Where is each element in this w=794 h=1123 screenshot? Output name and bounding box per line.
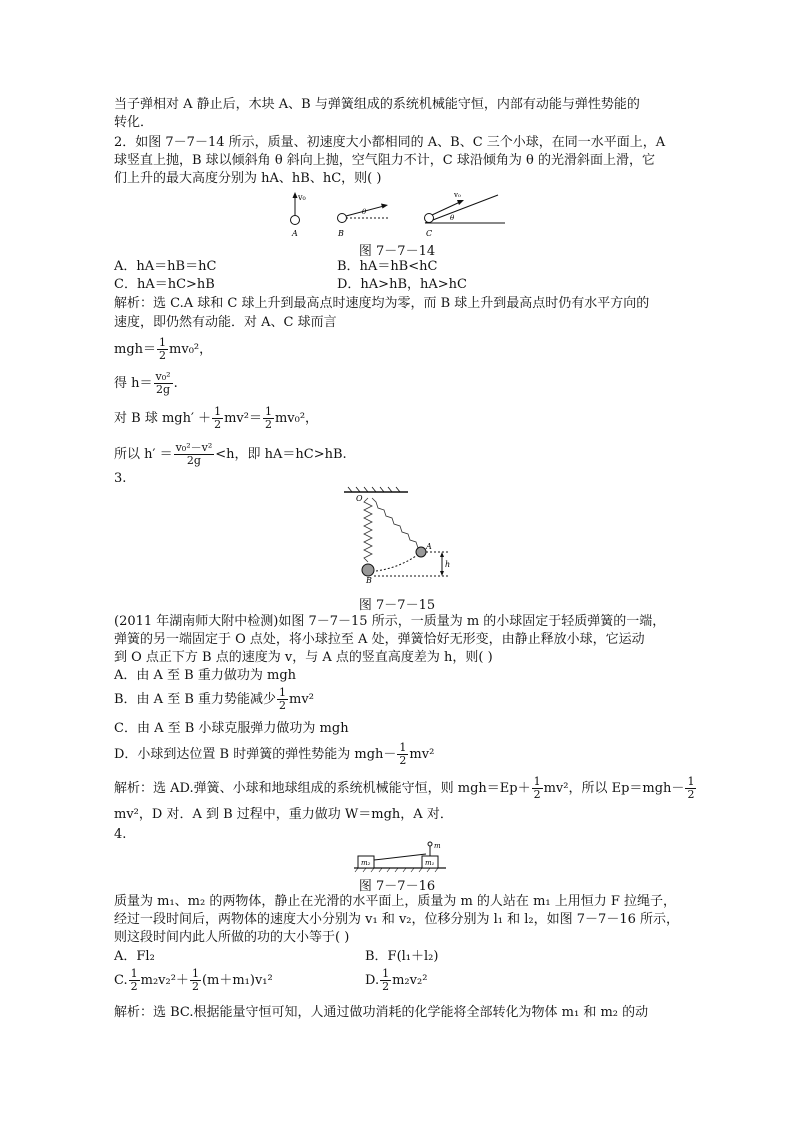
option-d (114, 742, 434, 767)
figure-caption: 图 7－7－15 (358, 598, 436, 613)
denominator: 2 (279, 699, 287, 712)
option-text: mv² (289, 692, 314, 707)
fig14-theta-b: θ (362, 208, 367, 216)
fraction (263, 406, 274, 431)
fraction (157, 337, 168, 362)
denominator: 2 (264, 418, 272, 431)
option-a: A．Fl₂ (114, 949, 155, 964)
option-text: D. (365, 973, 380, 988)
solution-text: 解析：选 AD.弹簧、小球和地球组成的系统机械能守恒，则 mgh＝Ep＋ (114, 781, 531, 796)
numerator: 1 (264, 405, 272, 418)
denominator: 2 (130, 980, 138, 993)
fraction (190, 968, 201, 993)
fig14-label-b: B (338, 229, 344, 238)
option-c: C．由 A 至 B 小球克服弹力做功为 mgh (114, 721, 349, 736)
question-number: 4. (114, 827, 127, 842)
denominator: 2 (687, 788, 695, 801)
option-d (365, 968, 427, 993)
solution-text: mv²，所以 Ep＝mgh－ (543, 781, 685, 796)
solution-line: 速度，即仍然有动能．对 A、C 球而言 (114, 315, 337, 330)
numerator: v₀² (155, 370, 171, 383)
option-text: (m＋m₁)v₁² (201, 973, 273, 988)
denominator: 2g (156, 383, 171, 396)
fraction (129, 968, 140, 993)
option-text: B．由 A 至 B 重力势能减少 (114, 692, 277, 707)
denominator: 2 (159, 349, 167, 362)
solution-line: mv²，D 对．A 到 B 过程中，重力做功 W＝mgh，A 对． (114, 807, 453, 822)
figure-7-7-15 (336, 486, 461, 584)
option-b: B．F(l₁＋l₂) (365, 949, 439, 964)
text-line: 们上升的最大高度分别为 hA、hB、hC，则( ) (114, 171, 382, 186)
fraction (685, 776, 696, 801)
numerator: 1 (687, 775, 695, 788)
text-line: 经过一段时间后，两物体的速度大小分别为 v₁ 和 v₂，位移分别为 l₁ 和 l₂，如图 7－7－16 所示， (114, 912, 679, 927)
numerator: v₀²－v² (175, 441, 213, 454)
option-text: m₂v₂²＋ (140, 973, 189, 988)
fig15-label-h: h (445, 560, 451, 569)
fig16-label-m: m (434, 842, 441, 850)
option-a: A．由 A 至 B 重力做功为 mgh (114, 668, 297, 683)
solution-line: 解析：选 BC.根据能量守恒可知，人通过做功消耗的化学能将全部转化为物体 m₁ 和 m₂ 的动 (114, 1005, 649, 1020)
option-c: C．hA＝hC>hB (114, 277, 215, 292)
fraction (174, 442, 215, 467)
numerator: 1 (214, 405, 222, 418)
option-text: mv² (409, 747, 435, 762)
fraction (397, 742, 408, 767)
numerator: 1 (191, 967, 199, 980)
numerator: 1 (533, 775, 541, 788)
text-line: 弹簧的另一端固定于 O 点处，将小球拉至 A 处，弹簧恰好无形变，由静止释放小球，它运动 (114, 632, 645, 647)
text-line: 到 O 点正下方 B 点的速度为 v，与 A 点的竖直高度差为 h，则( ) (114, 650, 493, 665)
fig15-label-b: B (366, 576, 372, 584)
fig14-v0-label: v₀ (298, 193, 306, 202)
text-line: 质量为 m₁、m₂ 的两物体，静止在光滑的水平面上，质量为 m 的人站在 m₁ 上用恒力 F 拉绳子， (114, 894, 677, 909)
denominator: 2 (382, 980, 390, 993)
fig14-theta-c: θ (450, 214, 455, 222)
fig15-label-o: O (356, 494, 363, 503)
figure-7-7-14 (280, 188, 510, 240)
question-number: 3. (114, 471, 127, 486)
numerator: 1 (399, 741, 407, 754)
equation-line (114, 406, 318, 431)
solution-line (114, 776, 697, 801)
eq-part: mv²＝ (224, 411, 262, 426)
fig15-label-a: A (426, 542, 432, 551)
numerator: 1 (130, 967, 138, 980)
figure-caption: 图 7－7－14 (358, 244, 436, 259)
eq-part: 得 h＝ (114, 376, 153, 391)
equation-line (114, 337, 212, 362)
text-line: 当子弹相对 A 静止后，木块 A、B 与弹簧组成的系统机械能守恒，内部有动能与弹性势能的 (114, 97, 640, 112)
text-line: 2．如图 7－7－14 所示，质量、初速度大小都相同的 A、B、C 三个小球，在同一水平面上，A (114, 135, 666, 150)
figure-caption: 图 7－7－16 (358, 879, 436, 894)
text-line: (2011 年湖南师大附中检测)如图 7－7－15 所示，一质量为 m 的小球固定于轻质弹簧的一端， (114, 614, 666, 629)
solution-line: 解析：选 C.A 球和 C 球上升到最高点时速度均为零，而 B 球上升到最高点时仍有水平方向的 (114, 296, 650, 311)
fig14-v0-label-c: v₀ (454, 191, 461, 199)
text-line: 转化． (114, 115, 154, 130)
option-c (114, 968, 273, 993)
option-d: D．hA>hB，hA>hC (337, 277, 467, 292)
fraction (154, 371, 173, 396)
option-b: B．hA＝hB<hC (337, 259, 438, 274)
text-line: 球竖直上抛，B 球以倾斜角 θ 斜向上抛，空气阻力不计，C 球沿倾角为 θ 的光滑斜面上滑，它 (114, 153, 655, 168)
denominator: 2 (214, 418, 222, 431)
eq-part: mv₀²， (169, 342, 213, 357)
fraction (532, 776, 543, 801)
fig16-label-m2: m₂ (361, 859, 371, 867)
denominator: 2g (186, 454, 201, 467)
equation-line (114, 442, 347, 467)
denominator: 2 (399, 754, 407, 767)
equation-line: 得 h＝ $\frac{\text{v₀²}}{2g}$ . (114, 370, 178, 396)
numerator: 1 (159, 336, 167, 349)
fig16-label-m1: m₁ (425, 859, 435, 867)
denominator: 2 (191, 980, 199, 993)
option-a: A．hA＝hB＝hC (114, 259, 217, 274)
fig14-label-a: A (292, 229, 298, 238)
numerator: 1 (279, 686, 287, 699)
fraction (277, 687, 288, 712)
fraction (380, 968, 391, 993)
eq-part: 对 B 球 mgh′ ＋ (114, 411, 212, 426)
numerator: 1 (382, 967, 390, 980)
figure-7-7-16 (350, 840, 450, 876)
option-text: D．小球到达位置 B 时弹簧的弹性势能为 mgh－ (114, 747, 397, 762)
option-text: m₂v₂² (392, 973, 428, 988)
fraction (212, 406, 223, 431)
option-text: C. (114, 973, 128, 988)
fig14-label-c: C (426, 229, 433, 238)
denominator: 2 (533, 788, 541, 801)
eq-part: 所以 h′ ＝ (114, 447, 173, 462)
option-b (114, 687, 314, 712)
text-line: 则这段时间内此人所做的功的大小等于( ) (114, 930, 350, 945)
eq-part: <h，即 hA＝hC>hB. (215, 447, 347, 462)
eq-part: mv₀²， (274, 411, 319, 426)
eq-part: mgh＝ (114, 342, 157, 357)
